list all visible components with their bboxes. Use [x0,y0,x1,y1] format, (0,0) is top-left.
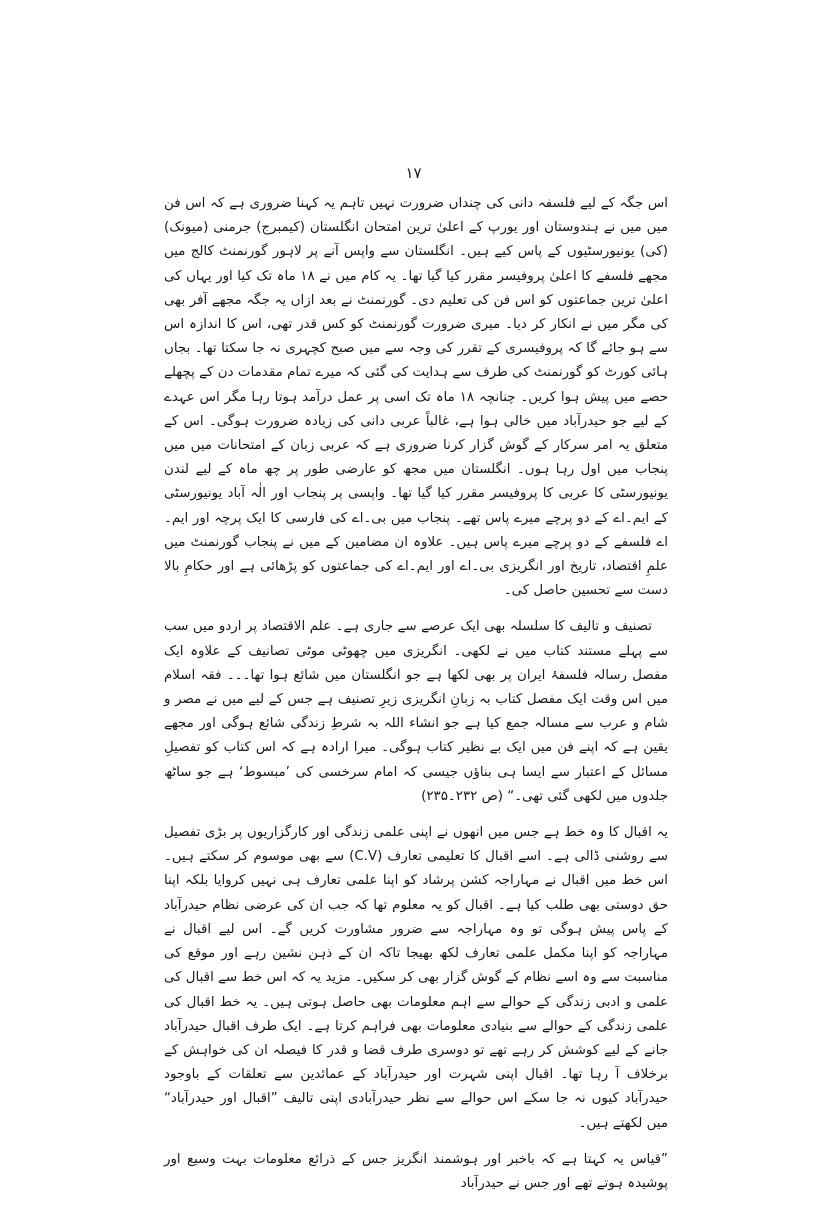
paragraph-3: یہ اقبال کا وہ خط ہے جس میں انھوں نے اپنی علمی زندگی اور کارگزاریوں پر بڑی تفصیل سے روشنی ڈالی ہے۔ اسے اقبال کا تعلیمی تعارف (C.V) سے بھی موسوم کر سکتے ہیں۔ اس خط میں اقبال نے مہاراجہ کشن پرشاد کو اپنا علمی تعارف ہی نہیں کروایا بلکہ اپنا حق دوستی بھی طلب کیا ہے۔ اقبال کو یہ معلوم تھا کہ جب ان کی عرضی نظام حیدرآباد کے پاس پیش ہوگی تو وہ مہاراجہ سے ضرور مشاورت کریں گے۔ اس لیے اقبال نے مہاراجہ کو اپنا مکمل علمی تعارف لکھ بھیجا تاکہ ان کے ذہن نشین رہے اور موقع کی مناسبت سے وہ اسے نظام کے گوش گزار بھی کر سکیں۔ مزید یہ کہ اس خط سے اقبال کی علمی و ادبی زندگی کے حوالے سے اہم معلومات بھی حاصل ہوتی ہیں۔ یہ خط اقبال کی علمی زندگی کے حوالے سے بنیادی معلومات بھی فراہم کرتا ہے۔ ایک طرف اقبال حیدرآباد جانے کے لیے کوشش کر رہے تھے تو دوسری طرف قضا و قدر کا فیصلہ ان کی خواہش کے برخلاف آ رہا تھا۔ اقبال اپنی شہرت اور حیدرآباد کے عمائدین سے تعلقات کے باوجود حیدرآباد کیوں نہ جا سکے اس حوالے سے نظر حیدرآبادی اپنی تالیف ”اقبال اور حیدرآباد“ میں لکھتے ہیں۔ [164,825,668,1131]
paragraph-1: اس جگہ کے لیے فلسفہ دانی کی چنداں ضرورت نہیں تاہم یہ کہنا ضروری ہے کہ اس فن میں میں نے ہندوستان اور یورپ کے اعلیٰ ترین امتحان انگلستان (کیمبرج) جرمنی (میونک) (کی) یونیورسٹیوں کے پاس کیے ہیں۔ انگلستان سے واپس آنے پر لاہور گورنمنٹ کالج میں مجھے فلسفے کا اعلیٰ پروفیسر مقرر کیا گیا تھا۔ یہ کام میں نے ۱۸ ماہ تک کیا اور یہاں کی اعلیٰ ترین جماعتوں کو اس فن کی تعلیم دی۔ گورنمنٹ نے بعد ازاں یہ جگہ مجھے آفر بھی کی مگر میں نے انکار کر دیا۔ میری ضرورت گورنمنٹ کو کس قدر تھی، اس کا اندازہ اس سے ہو جائے گا کہ پروفیسری کے تقرر کی وجہ سے میں صبح کچہری نہ جا سکتا تھا۔ بجاں ہائی کورٹ کو گورنمنٹ کی طرف سے ہدایت کی گئی کہ میرے تمام مقدمات دن کے پچھلے حصے میں پیش ہوا کریں۔ چنانچہ ۱۸ ماہ تک اسی پر عمل درآمد ہوتا رہا مگر اس عہدے کے لیے جو حیدرآباد میں خالی ہوا ہے، غالباً عربی دانی کی زیادہ ضرورت ہوگی۔ اس کے متعلق یہ امر سرکار کے گوش گزار کرنا ضروری ہے کہ عربی زبان کے امتحانات میں میں پنجاب میں اول رہا ہوں۔ انگلستان میں مجھ کو عارضی طور پر چھ ماہ کے لیے لندن یونیورسٹی کا عربی کا پروفیسر مقرر کیا گیا تھا۔ واپسی پر پنجاب اور الٰہ آباد یونیورسٹی کے ایم۔اے کے دو پرچے میرے پاس تھے۔ پنجاب میں بی۔اے کی فارسی کا ایک پرچہ اور ایم۔اے فلسفے کے دو پرچے میرے پاس ہیں۔ علاوہ ان مضامین کے میں نے پنجاب گورنمنٹ میں علمِ اقتصاد، تاریخ اور انگریزی بی۔اے اور ایم۔اے کی جماعتوں کو پڑھائی ہے اور حکامِ بالا دست سے تحسین حاصل کی۔ [164,196,668,599]
paragraph-2: تصنیف و تالیف کا سلسلہ بھی ایک عرصے سے جاری ہے۔ علم الاقتصاد پر اردو میں سب سے پہلے مستند کتاب میں نے لکھی۔ انگریزی میں چھوٹی موٹی تصانیف کے علاوہ ایک مفصل رسالہ فلسفۂ ایران پر بھی لکھا ہے جو انگلستان میں شائع ہوا تھا۔۔۔ فقہ اسلام میں اس وقت ایک مفصل کتاب بہ زبانِ انگریزی زیرِ تصنیف ہے جس کے لیے میں نے مصر و شام و عرب سے مسالہ جمع کیا ہے جو انشاء اللہ بہ شرطِ زندگی شائع ہوگی اور مجھے یقین ہے کہ اپنے فن میں ایک بے نظیر کتاب ہوگی۔ میرا ارادہ ہے کہ اس کتاب کو تفصیلِ مسائل کے اعتبار سے ایسا ہی بناؤں جیسی کہ امام سرخسی کی ’مبسوط‘ ہے جو ساٹھ جلدوں میں لکھی گئی تھی۔“ (ص ۲۳۲۔۲۳۵) [164,619,668,804]
body-text [164,192,668,1208]
paragraph-4: ”قیاس یہ کہتا ہے کہ باخبر اور ہوشمند انگریز جس کے ذرائع معلومات بہت وسیع اور پوشیدہ ہوتے تھے اور جس نے حیدرآباد [164,1151,668,1191]
page-number: ۱۷ [405,164,422,182]
